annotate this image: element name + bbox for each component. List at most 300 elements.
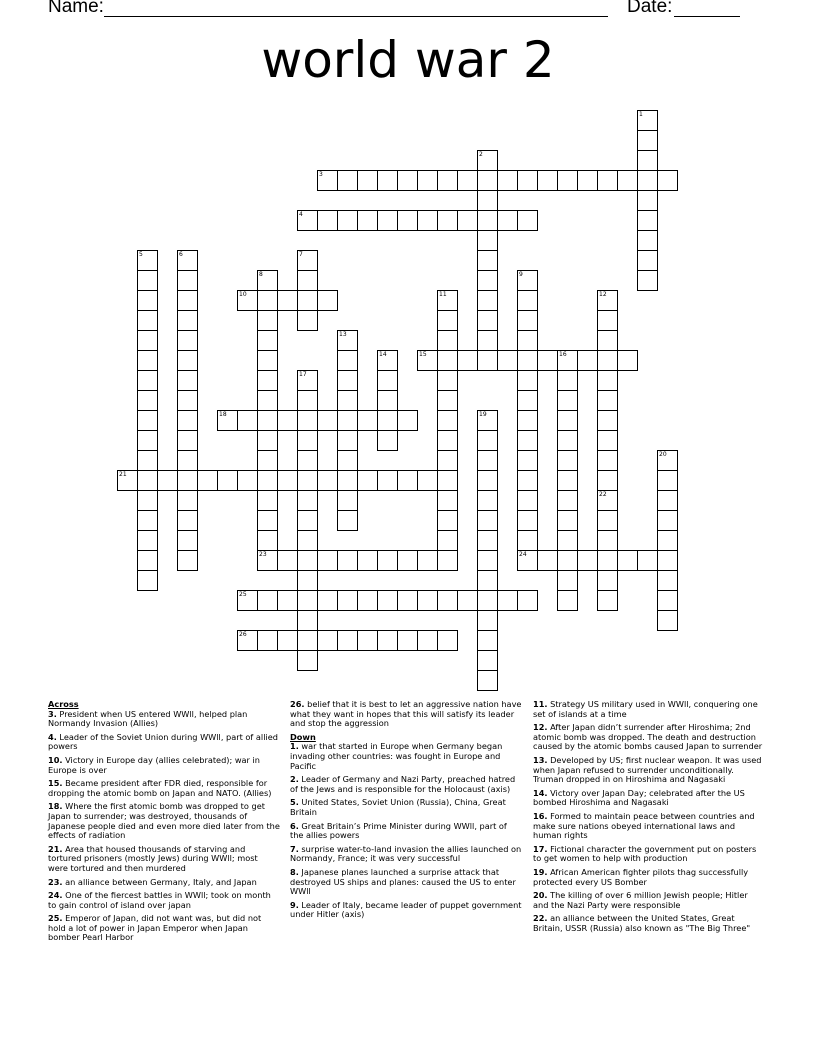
grid-cell[interactable] xyxy=(137,470,158,491)
grid-cell[interactable] xyxy=(297,270,318,291)
grid-cell[interactable] xyxy=(377,350,398,371)
grid-cell[interactable] xyxy=(517,290,538,311)
grid-cell[interactable] xyxy=(257,590,278,611)
grid-cell[interactable] xyxy=(517,430,538,451)
grid-cell[interactable] xyxy=(477,530,498,551)
grid-cell[interactable] xyxy=(137,550,158,571)
grid-cell[interactable] xyxy=(137,330,158,351)
grid-cell[interactable] xyxy=(297,390,318,411)
clue-text: Leader of the Soviet Union during WWll, part of allied powers xyxy=(48,731,278,752)
clue-text: Japanese planes launched a surprise attack that destroyed US ships and planes: caused the US to enter WWll xyxy=(290,866,516,897)
grid-cell[interactable] xyxy=(297,530,318,551)
grid-cell[interactable] xyxy=(297,430,318,451)
grid-cell[interactable] xyxy=(257,510,278,531)
grid-cell[interactable] xyxy=(437,170,458,191)
grid-cell[interactable] xyxy=(377,630,398,651)
grid-cell[interactable] xyxy=(397,550,418,571)
grid-cell[interactable] xyxy=(237,590,258,611)
grid-cell[interactable] xyxy=(477,290,498,311)
grid-cell[interactable] xyxy=(257,370,278,391)
grid-cell[interactable] xyxy=(597,570,618,591)
grid-cell[interactable] xyxy=(237,630,258,651)
clue-number: 3 xyxy=(319,171,323,178)
grid-cell[interactable] xyxy=(377,550,398,571)
grid-cell[interactable] xyxy=(177,510,198,531)
grid-cell[interactable] xyxy=(437,290,458,311)
grid-cell[interactable] xyxy=(597,370,618,391)
grid-cell[interactable] xyxy=(397,590,418,611)
grid-cell[interactable] xyxy=(137,570,158,591)
grid-cell[interactable] xyxy=(137,390,158,411)
grid-cell[interactable] xyxy=(517,210,538,231)
clue-text: Formed to maintain peace between countries and make sure nations obeyed international laws and human rights xyxy=(533,810,755,841)
grid-cell[interactable] xyxy=(477,210,498,231)
grid-cell[interactable] xyxy=(477,150,498,171)
grid-cell[interactable] xyxy=(517,410,538,431)
grid-cell[interactable] xyxy=(477,270,498,291)
grid-cell[interactable] xyxy=(557,590,578,611)
grid-cell[interactable] xyxy=(257,450,278,471)
grid-cell[interactable] xyxy=(397,170,418,191)
grid-cell[interactable] xyxy=(597,410,618,431)
grid-cell[interactable] xyxy=(137,490,158,511)
grid-cell[interactable] xyxy=(117,470,138,491)
clue-text: an alliance between the United States, Great Britain, USSR (Russia) also known as "The Big Three" xyxy=(533,913,751,933)
grid-cell[interactable] xyxy=(517,470,538,491)
grid-cell[interactable] xyxy=(437,550,458,571)
clue-number: 9 xyxy=(519,271,523,278)
grid-cell[interactable] xyxy=(557,470,578,491)
grid-cell[interactable] xyxy=(237,290,258,311)
grid-cell[interactable] xyxy=(137,450,158,471)
grid-cell[interactable] xyxy=(317,470,338,491)
grid-cell[interactable] xyxy=(477,550,498,571)
grid-cell[interactable] xyxy=(477,670,498,691)
grid-cell[interactable] xyxy=(137,430,158,451)
grid-cell[interactable] xyxy=(177,390,198,411)
grid-cell[interactable] xyxy=(297,310,318,331)
grid-cell[interactable] xyxy=(517,310,538,331)
grid-cell[interactable] xyxy=(177,330,198,351)
grid-cell[interactable] xyxy=(657,530,678,551)
grid-cell[interactable] xyxy=(257,390,278,411)
grid-cell[interactable] xyxy=(177,450,198,471)
grid-cell[interactable] xyxy=(637,270,658,291)
grid-cell[interactable] xyxy=(417,470,438,491)
grid-cell[interactable] xyxy=(557,450,578,471)
grid-cell[interactable] xyxy=(257,470,278,491)
grid-cell[interactable] xyxy=(597,430,618,451)
across-clue xyxy=(48,891,280,910)
grid-cell[interactable] xyxy=(337,410,358,431)
grid-cell[interactable] xyxy=(477,570,498,591)
grid-cell[interactable] xyxy=(437,630,458,651)
down-clue xyxy=(533,723,765,752)
grid-cell[interactable] xyxy=(577,170,598,191)
grid-cell[interactable] xyxy=(277,590,298,611)
grid-cell[interactable] xyxy=(297,490,318,511)
grid-cell[interactable] xyxy=(657,590,678,611)
grid-cell[interactable] xyxy=(637,250,658,271)
grid-cell[interactable] xyxy=(537,350,558,371)
clue-number-label: 7. xyxy=(290,843,299,854)
clue-text: Leader of Italy, became leader of puppet government under Hitler (axis) xyxy=(290,899,522,920)
grid-cell[interactable] xyxy=(317,410,338,431)
grid-cell[interactable] xyxy=(417,210,438,231)
grid-cell[interactable] xyxy=(277,630,298,651)
grid-cell[interactable] xyxy=(377,470,398,491)
grid-cell[interactable] xyxy=(257,490,278,511)
grid-cell[interactable] xyxy=(317,170,338,191)
grid-cell[interactable] xyxy=(477,250,498,271)
grid-cell[interactable] xyxy=(297,550,318,571)
clue-number: 25 xyxy=(239,591,247,598)
grid-cell[interactable] xyxy=(517,510,538,531)
grid-cell[interactable] xyxy=(517,170,538,191)
grid-cell[interactable] xyxy=(337,210,358,231)
grid-cell[interactable] xyxy=(137,530,158,551)
grid-cell[interactable] xyxy=(517,590,538,611)
grid-cell[interactable] xyxy=(377,370,398,391)
grid-cell[interactable] xyxy=(317,550,338,571)
grid-cell[interactable] xyxy=(257,270,278,291)
grid-cell[interactable] xyxy=(377,170,398,191)
grid-cell[interactable] xyxy=(377,590,398,611)
grid-cell[interactable] xyxy=(517,550,538,571)
grid-cell[interactable] xyxy=(437,590,458,611)
grid-cell[interactable] xyxy=(477,470,498,491)
grid-cell[interactable] xyxy=(337,330,358,351)
grid-cell[interactable] xyxy=(137,270,158,291)
grid-cell[interactable] xyxy=(497,170,518,191)
grid-cell[interactable] xyxy=(257,430,278,451)
grid-cell[interactable] xyxy=(177,430,198,451)
grid-cell[interactable] xyxy=(397,210,418,231)
grid-cell[interactable] xyxy=(477,310,498,331)
grid-cell[interactable] xyxy=(577,550,598,571)
grid-cell[interactable] xyxy=(657,570,678,591)
clue-number-label: 15. xyxy=(48,778,63,789)
grid-cell[interactable] xyxy=(437,510,458,531)
grid-cell[interactable] xyxy=(657,550,678,571)
grid-cell[interactable] xyxy=(597,590,618,611)
grid-cell[interactable] xyxy=(277,410,298,431)
grid-cell[interactable] xyxy=(297,630,318,651)
grid-cell[interactable] xyxy=(517,330,538,351)
grid-cell[interactable] xyxy=(537,550,558,571)
grid-cell[interactable] xyxy=(437,430,458,451)
grid-cell[interactable] xyxy=(437,210,458,231)
grid-cell[interactable] xyxy=(417,170,438,191)
grid-cell[interactable] xyxy=(477,230,498,251)
grid-cell[interactable] xyxy=(537,170,558,191)
grid-cell[interactable] xyxy=(257,410,278,431)
grid-cell[interactable] xyxy=(177,470,198,491)
grid-cell[interactable] xyxy=(597,330,618,351)
grid-cell[interactable] xyxy=(257,290,278,311)
grid-cell[interactable] xyxy=(437,530,458,551)
grid-cell[interactable] xyxy=(437,470,458,491)
grid-cell[interactable] xyxy=(597,170,618,191)
grid-cell[interactable] xyxy=(357,410,378,431)
grid-cell[interactable] xyxy=(617,350,638,371)
grid-cell[interactable] xyxy=(137,250,158,271)
down-clue xyxy=(533,845,765,864)
grid-cell[interactable] xyxy=(297,410,318,431)
grid-cell[interactable] xyxy=(337,450,358,471)
grid-cell[interactable] xyxy=(557,510,578,531)
grid-cell[interactable] xyxy=(417,550,438,571)
grid-cell[interactable] xyxy=(477,650,498,671)
grid-cell[interactable] xyxy=(297,650,318,671)
grid-cell[interactable] xyxy=(177,350,198,371)
grid-cell[interactable] xyxy=(557,570,578,591)
grid-cell[interactable] xyxy=(557,350,578,371)
grid-cell[interactable] xyxy=(197,470,218,491)
grid-cell[interactable] xyxy=(597,450,618,471)
grid-cell[interactable] xyxy=(137,410,158,431)
grid-cell[interactable] xyxy=(517,350,538,371)
grid-cell[interactable] xyxy=(257,350,278,371)
grid-cell[interactable] xyxy=(297,590,318,611)
grid-cell[interactable] xyxy=(277,290,298,311)
grid-cell[interactable] xyxy=(337,590,358,611)
grid-cell[interactable] xyxy=(317,210,338,231)
grid-cell[interactable] xyxy=(557,410,578,431)
clue-number-label: 4. xyxy=(48,731,57,742)
grid-cell[interactable] xyxy=(597,530,618,551)
grid-cell[interactable] xyxy=(177,270,198,291)
grid-cell[interactable] xyxy=(437,390,458,411)
grid-cell[interactable] xyxy=(637,550,658,571)
grid-cell[interactable] xyxy=(217,410,238,431)
grid-cell[interactable] xyxy=(657,510,678,531)
grid-cell[interactable] xyxy=(297,470,318,491)
grid-cell[interactable] xyxy=(177,370,198,391)
grid-cell[interactable] xyxy=(457,210,478,231)
grid-cell[interactable] xyxy=(137,350,158,371)
grid-cell[interactable] xyxy=(437,370,458,391)
grid-cell[interactable] xyxy=(357,590,378,611)
grid-cell[interactable] xyxy=(637,130,658,151)
grid-cell[interactable] xyxy=(177,530,198,551)
grid-cell[interactable] xyxy=(177,290,198,311)
grid-cell[interactable] xyxy=(357,550,378,571)
clue-number-label: 24. xyxy=(48,890,63,901)
grid-cell[interactable] xyxy=(477,510,498,531)
clue-text: Emperor of Japan, did not want was, but did not hold a lot of power in Japan Emperor when Japan bomber Pearl Harbor xyxy=(48,913,262,943)
grid-cell[interactable] xyxy=(517,530,538,551)
grid-cell[interactable] xyxy=(177,550,198,571)
clue-text: President when US entered WWll, helped plan Normandy Invasion (Allies) xyxy=(48,708,248,729)
grid-cell[interactable] xyxy=(317,630,338,651)
grid-cell[interactable] xyxy=(637,150,658,171)
clue-number-label: 26. xyxy=(290,699,305,709)
grid-cell[interactable] xyxy=(597,290,618,311)
grid-cell[interactable] xyxy=(477,610,498,631)
grid-cell[interactable] xyxy=(337,550,358,571)
down-clue xyxy=(533,868,765,887)
grid-cell[interactable] xyxy=(417,590,438,611)
grid-cell[interactable] xyxy=(337,490,358,511)
grid-cell[interactable] xyxy=(297,610,318,631)
grid-cell[interactable] xyxy=(637,110,658,131)
grid-cell[interactable] xyxy=(557,490,578,511)
grid-cell[interactable] xyxy=(597,390,618,411)
grid-cell[interactable] xyxy=(257,530,278,551)
grid-cell[interactable] xyxy=(517,490,538,511)
grid-cell[interactable] xyxy=(477,330,498,351)
grid-cell[interactable] xyxy=(637,230,658,251)
grid-cell[interactable] xyxy=(177,410,198,431)
grid-cell[interactable] xyxy=(517,370,538,391)
grid-cell[interactable] xyxy=(597,550,618,571)
down-clue xyxy=(533,700,765,719)
across-clue xyxy=(48,845,280,874)
grid-cell[interactable] xyxy=(297,510,318,531)
grid-cell[interactable] xyxy=(557,170,578,191)
grid-cell[interactable] xyxy=(397,410,418,431)
grid-cell[interactable] xyxy=(337,510,358,531)
grid-cell[interactable] xyxy=(177,490,198,511)
grid-cell[interactable] xyxy=(357,630,378,651)
clue-number: 7 xyxy=(299,251,303,258)
grid-cell[interactable] xyxy=(477,490,498,511)
grid-cell[interactable] xyxy=(257,550,278,571)
clue-number-label: 1. xyxy=(290,741,299,752)
grid-cell[interactable] xyxy=(597,490,618,511)
grid-cell[interactable] xyxy=(397,630,418,651)
grid-cell[interactable] xyxy=(597,510,618,531)
grid-cell[interactable] xyxy=(497,210,518,231)
grid-cell[interactable] xyxy=(437,450,458,471)
grid-cell[interactable] xyxy=(437,410,458,431)
grid-cell[interactable] xyxy=(377,390,398,411)
grid-cell[interactable] xyxy=(297,370,318,391)
grid-cell[interactable] xyxy=(657,490,678,511)
grid-cell[interactable] xyxy=(257,630,278,651)
grid-cell[interactable] xyxy=(557,530,578,551)
grid-cell[interactable] xyxy=(437,490,458,511)
down-clue xyxy=(290,798,522,817)
grid-cell[interactable] xyxy=(557,390,578,411)
grid-cell[interactable] xyxy=(657,170,678,191)
grid-cell[interactable] xyxy=(637,210,658,231)
grid-cell[interactable] xyxy=(177,250,198,271)
grid-cell[interactable] xyxy=(497,590,518,611)
across-clue xyxy=(48,878,280,888)
grid-cell[interactable] xyxy=(237,470,258,491)
grid-cell[interactable] xyxy=(457,590,478,611)
grid-cell[interactable] xyxy=(617,170,638,191)
grid-cell[interactable] xyxy=(357,210,378,231)
grid-cell[interactable] xyxy=(337,430,358,451)
grid-cell[interactable] xyxy=(657,610,678,631)
grid-cell[interactable] xyxy=(617,550,638,571)
across-heading: Across xyxy=(48,699,79,709)
grid-cell[interactable] xyxy=(217,470,238,491)
clue-text: The killing of over 6 million Jewish people; Hitler and the Nazi Party were responsible xyxy=(533,890,748,910)
grid-cell[interactable] xyxy=(377,410,398,431)
grid-cell[interactable] xyxy=(457,350,478,371)
grid-cell[interactable] xyxy=(477,350,498,371)
grid-cell[interactable] xyxy=(477,410,498,431)
grid-cell[interactable] xyxy=(477,630,498,651)
grid-cell[interactable] xyxy=(297,570,318,591)
grid-cell[interactable] xyxy=(297,290,318,311)
grid-cell[interactable] xyxy=(457,170,478,191)
grid-cell[interactable] xyxy=(437,330,458,351)
grid-cell[interactable] xyxy=(297,250,318,271)
grid-cell[interactable] xyxy=(597,310,618,331)
grid-cell[interactable] xyxy=(657,470,678,491)
grid-cell[interactable] xyxy=(557,430,578,451)
grid-cell[interactable] xyxy=(137,290,158,311)
grid-cell[interactable] xyxy=(317,290,338,311)
grid-cell[interactable] xyxy=(397,470,418,491)
grid-cell[interactable] xyxy=(157,470,178,491)
clue-number-label: 21. xyxy=(48,843,63,854)
grid-cell[interactable] xyxy=(477,430,498,451)
grid-cell[interactable] xyxy=(317,590,338,611)
grid-cell[interactable] xyxy=(597,350,618,371)
grid-cell[interactable] xyxy=(137,370,158,391)
grid-cell[interactable] xyxy=(657,450,678,471)
grid-cell[interactable] xyxy=(497,350,518,371)
grid-cell[interactable] xyxy=(257,310,278,331)
grid-cell[interactable] xyxy=(557,550,578,571)
grid-cell[interactable] xyxy=(137,310,158,331)
grid-cell[interactable] xyxy=(417,350,438,371)
grid-cell[interactable] xyxy=(437,350,458,371)
grid-cell[interactable] xyxy=(277,550,298,571)
grid-cell[interactable] xyxy=(357,170,378,191)
grid-cell[interactable] xyxy=(337,350,358,371)
grid-cell[interactable] xyxy=(137,510,158,531)
grid-cell[interactable] xyxy=(637,190,658,211)
grid-cell[interactable] xyxy=(297,450,318,471)
grid-cell[interactable] xyxy=(517,270,538,291)
grid-cell[interactable] xyxy=(277,470,298,491)
grid-cell[interactable] xyxy=(377,210,398,231)
clue-number-label: 11. xyxy=(533,699,548,709)
grid-cell[interactable] xyxy=(297,210,318,231)
grid-cell[interactable] xyxy=(637,170,658,191)
grid-cell[interactable] xyxy=(177,310,198,331)
grid-cell[interactable] xyxy=(477,450,498,471)
grid-cell[interactable] xyxy=(377,430,398,451)
grid-cell[interactable] xyxy=(337,470,358,491)
grid-cell[interactable] xyxy=(477,590,498,611)
grid-cell[interactable] xyxy=(597,470,618,491)
grid-cell[interactable] xyxy=(577,350,598,371)
grid-cell[interactable] xyxy=(337,630,358,651)
grid-cell[interactable] xyxy=(517,450,538,471)
clue-number-label: 20. xyxy=(533,890,548,901)
grid-cell[interactable] xyxy=(477,190,498,211)
grid-cell[interactable] xyxy=(337,170,358,191)
grid-cell[interactable] xyxy=(337,370,358,391)
grid-cell[interactable] xyxy=(357,470,378,491)
grid-cell[interactable] xyxy=(257,330,278,351)
grid-cell[interactable] xyxy=(337,390,358,411)
grid-cell[interactable] xyxy=(557,370,578,391)
grid-cell[interactable] xyxy=(417,630,438,651)
grid-cell[interactable] xyxy=(517,390,538,411)
grid-cell[interactable] xyxy=(477,170,498,191)
grid-cell[interactable] xyxy=(237,410,258,431)
grid-cell[interactable] xyxy=(437,310,458,331)
